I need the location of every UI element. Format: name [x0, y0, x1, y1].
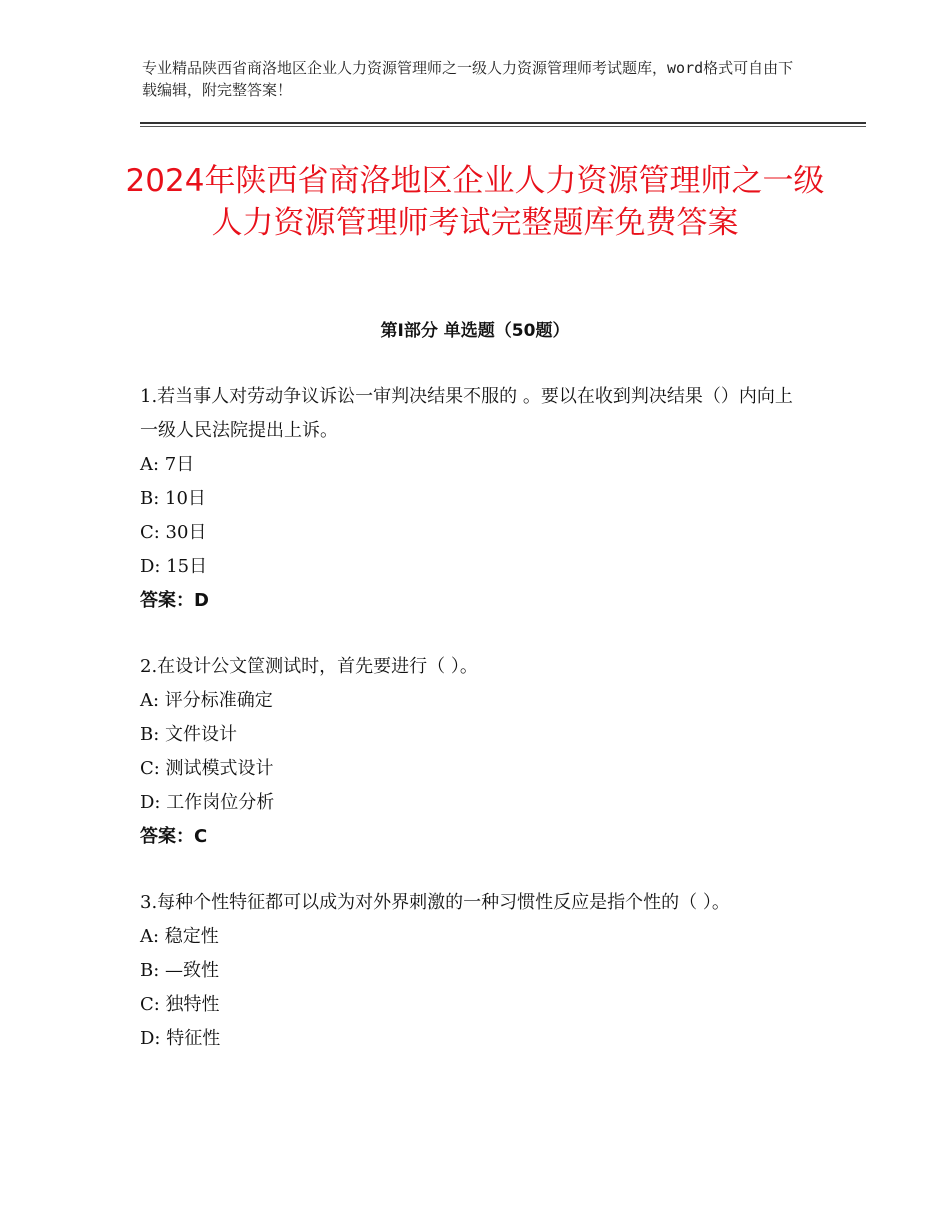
question-stem: 1.若当事人对劳动争议诉讼一审判决结果不服的 。要以在收到判决结果（）内向上一级人民法院提出上诉。	[140, 386, 793, 441]
question-stem: 2.在设计公文筐测试时，首先要进行（ ）。	[140, 656, 478, 677]
document-title: 2024年陕西省商洛地区企业人力资源管理师之一级人力资源管理师考试完整题库免费答案	[125, 163, 825, 241]
option-d: D: 特征性	[140, 1028, 221, 1049]
option-b: B: 文件设计	[140, 724, 238, 745]
question-3	[140, 886, 810, 1056]
option-a: A: 7日	[140, 454, 195, 475]
option-a: A: 稳定性	[140, 926, 219, 947]
question-2	[140, 650, 810, 854]
option-b: B: 10日	[140, 488, 206, 509]
answer: 答案：C	[140, 826, 208, 847]
answer: 答案：D	[140, 590, 209, 611]
option-d: D: 15日	[140, 556, 208, 577]
spacer	[140, 854, 810, 886]
option-b: B: —致性	[140, 960, 220, 981]
option-c: C: 30日	[140, 522, 207, 543]
question-1	[140, 380, 810, 618]
option-d: D: 工作岗位分析	[140, 792, 275, 813]
header-rule-thin	[140, 126, 866, 127]
option-a: A: 评分标准确定	[140, 690, 273, 711]
option-c: C: 独特性	[140, 994, 220, 1015]
section-heading: 第Ⅰ部分 单选题（50题）	[380, 321, 570, 341]
question-stem: 3.每种个性特征都可以成为对外界刺激的一种习惯性反应是指个性的（ ）。	[140, 892, 730, 913]
header-note: 专业精品陕西省商洛地区企业人力资源管理师之一级人力资源管理师考试题库，word格式可自由下载编辑，附完整答案！	[142, 59, 794, 99]
spacer	[140, 618, 810, 650]
option-c: C: 测试模式设计	[140, 758, 274, 779]
question-list	[140, 380, 810, 1056]
header-rule	[140, 122, 866, 124]
